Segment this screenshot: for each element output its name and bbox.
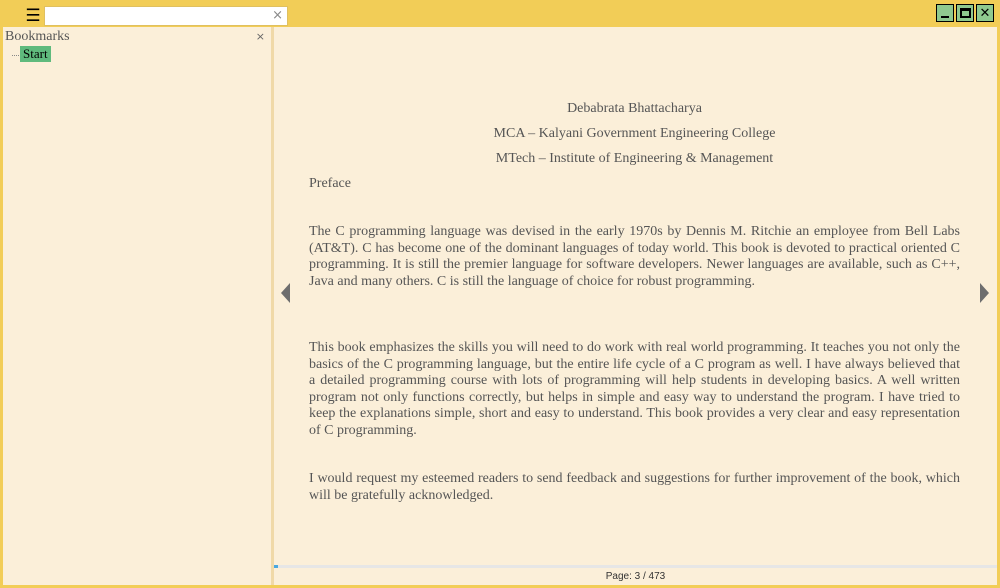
preface-heading: Preface xyxy=(309,176,351,191)
search-input[interactable] xyxy=(45,7,265,25)
window-controls xyxy=(936,4,994,22)
clear-search-icon[interactable]: × xyxy=(272,8,283,23)
author-name: Debabrata Bhattacharya xyxy=(567,101,702,116)
page-progress-thumb[interactable] xyxy=(274,565,278,568)
arrow-left-icon[interactable] xyxy=(281,283,290,303)
close-button[interactable] xyxy=(976,4,994,22)
close-icon: ✕ xyxy=(979,5,991,21)
hamburger-icon: ☰ xyxy=(25,6,41,26)
bookmarks-sidebar xyxy=(3,27,271,585)
sidebar-close-button[interactable]: × xyxy=(255,30,265,43)
document-page xyxy=(274,27,997,585)
paragraph: The C programming language was devised in the early 1970s by Dennis M. Ritchie an employee from Bell Labs (AT&T). C has become one of the dominant languages of today world. This book is devoted to practical oriented C programming. It is still the premier language for software developers. Newer languages are available, such as C++, Java and many others. C is still the language of choice for robust programming. xyxy=(309,224,960,289)
paragraph: This book emphasizes the skills you will need to do work with real world programming. It teaches you not only the basics of the C programming language, but the entire life cycle of a C program as well. I have always believed that a detailed programming course with lots of programming will help students in developing basics. A well written program not only functions correctly, but helps in simple and easy way to understand the program. I have tried to keep the explanations simple, short and easy to understand. This book provides a very clear and easy representation of C programming. xyxy=(309,340,960,438)
paragraph: I would request my esteemed readers to send feedback and suggestions for further improvement of the book, which will be gratefully acknowledged. xyxy=(309,471,960,503)
page-progress-track[interactable] xyxy=(274,565,997,568)
maximize-icon xyxy=(960,8,971,18)
hamburger-menu-button[interactable] xyxy=(24,8,42,24)
maximize-button[interactable] xyxy=(956,4,974,22)
minimize-button[interactable] xyxy=(936,4,954,22)
arrow-right-icon[interactable] xyxy=(980,283,989,303)
degree-line-2: MTech – Institute of Engineering & Management xyxy=(495,151,774,166)
sidebar-title: Bookmarks xyxy=(5,29,70,44)
page-indicator: Page: 3 / 473 xyxy=(605,571,666,582)
degree-line-1: MCA – Kalyani Government Engineering College xyxy=(493,126,776,141)
minimize-icon xyxy=(941,16,949,18)
search-box xyxy=(44,6,288,26)
bookmark-item-start[interactable]: Start xyxy=(20,46,51,62)
